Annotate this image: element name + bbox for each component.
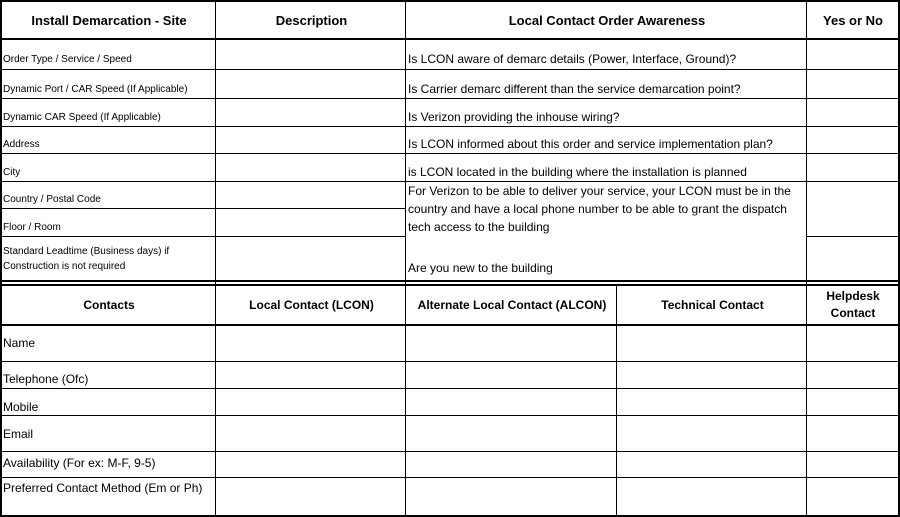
hline-header-bottom <box>0 38 900 40</box>
site-field-country-postal-code: Country / Postal Code <box>3 194 101 205</box>
header-install-demarcation-site: Install Demarcation - Site <box>31 12 187 28</box>
header-description: Description <box>275 12 348 28</box>
hline-contacts-row-2 <box>0 388 900 389</box>
hline-row-7-right <box>807 236 900 237</box>
vline-contacts-4 <box>806 284 807 517</box>
contact-row-name: Name <box>3 336 36 350</box>
header-local-contact-order-awareness: Local Contact Order Awareness <box>508 12 706 28</box>
border-left <box>0 0 2 517</box>
vline-contacts-1 <box>215 284 216 517</box>
contact-row-telephone: Telephone (Ofc) <box>3 372 89 386</box>
site-field-order-type: Order Type / Service / Speed <box>3 54 132 65</box>
hline-row-5 <box>0 181 900 182</box>
question-carrier-demarc: Is Carrier demarc different than the service demarcation point? <box>408 82 741 96</box>
vline-contacts-2 <box>405 284 406 517</box>
site-field-dynamic-port: Dynamic Port / CAR Speed (If Applicable) <box>3 84 188 95</box>
vline-contacts-3 <box>616 284 617 517</box>
hline-row-4 <box>0 153 900 154</box>
hline-section-divider <box>0 284 900 286</box>
site-field-dynamic-car-speed: Dynamic CAR Speed (If Applicable) <box>3 112 161 123</box>
question-lcon-informed: Is LCON informed about this order and service implementation plan? <box>408 137 773 151</box>
question-lcon-located: is LCON located in the building where the installation is planned <box>408 165 747 179</box>
header-contacts: Contacts <box>83 298 135 312</box>
hline-contacts-header-bottom <box>0 324 900 326</box>
site-field-address: Address <box>3 139 40 150</box>
site-field-floor-room: Floor / Room <box>3 222 61 233</box>
hline-row-3 <box>0 126 900 127</box>
header-alternate-local-contact: Alternate Local Contact (ALCON) <box>417 298 607 312</box>
header-helpdesk-contact: Helpdesk Contact <box>826 289 880 320</box>
header-technical-contact: Technical Contact <box>661 298 764 312</box>
vline-top-1 <box>215 0 216 286</box>
hline-row-6-left <box>0 208 406 209</box>
question-new-to-building: Are you new to the building <box>408 261 553 275</box>
question-demarc-details: Is LCON aware of demarc details (Power, Interface, Ground)? <box>408 52 737 66</box>
contact-row-email: Email <box>3 427 34 441</box>
hline-contacts-row-5 <box>0 477 900 478</box>
hline-top-table-bottom <box>0 280 900 282</box>
vline-top-2 <box>405 0 406 286</box>
question-local-phone-requirement: For Verizon to be able to deliver your service, your LCON must be in the country and have a local phone number to be able to grant the dispatch tech access to the building <box>408 184 791 234</box>
contact-row-mobile: Mobile <box>3 400 39 414</box>
question-inhouse-wiring: Is Verizon providing the inhouse wiring? <box>408 110 620 124</box>
hline-row-7-left <box>0 236 406 237</box>
header-local-contact-lcon: Local Contact (LCON) <box>249 298 374 312</box>
border-top <box>0 0 900 2</box>
hline-row-1 <box>0 69 900 70</box>
site-field-city: City <box>3 167 21 178</box>
vline-top-3 <box>806 0 807 286</box>
header-yes-or-no: Yes or No <box>823 12 883 28</box>
hline-contacts-row-4 <box>0 451 900 452</box>
contact-row-preferred-method: Preferred Contact Method (Em or Ph) <box>3 481 203 495</box>
hline-contacts-row-3 <box>0 415 900 416</box>
site-field-standard-leadtime: Standard Leadtime (Business days) if Construction is not required <box>3 246 170 272</box>
contact-row-availability: Availability (For ex: M-F, 9-5) <box>3 456 156 470</box>
hline-row-2 <box>0 98 900 99</box>
hline-contacts-row-1 <box>0 361 900 362</box>
